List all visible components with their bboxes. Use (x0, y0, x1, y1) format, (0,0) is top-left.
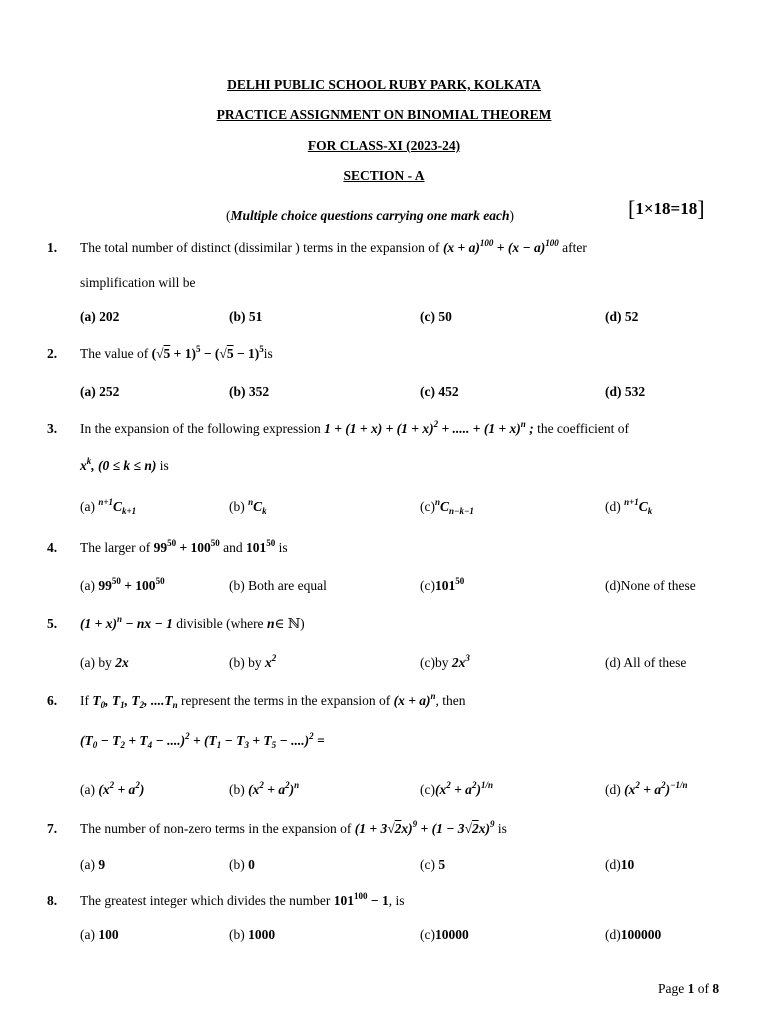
question-text: In the expansion of the following expression $1 + (1 + x) + (1 + x)^2$ + ..... + $(1 + x)^n$ ; the coefficient of (80, 419, 630, 436)
question-number: 6. (47, 693, 58, 708)
option-d[interactable]: (d)10 (605, 857, 635, 872)
question-number: 5. (47, 616, 58, 631)
class-title: FOR CLASS-XI (2023-24) (307, 138, 461, 153)
question-text: If $T_0$, $T_1$, $T_2$, $....T_n$ represent the terms in the expansion of $(x + a)^n$, then (80, 691, 466, 710)
option-a[interactable]: (a) $(x^2 + a^2)$ (80, 780, 145, 797)
option-a[interactable]: (a) 9 (80, 857, 106, 872)
question-number: 2. (47, 346, 58, 361)
option-a[interactable]: (a) 100 (80, 927, 119, 942)
option-b[interactable]: (b) Both are equal (229, 578, 327, 593)
question-number: 7. (47, 821, 58, 836)
question-text: The larger of $99^{50} + 100^{50}$ and $101^{50}$ is (80, 538, 288, 555)
option-a[interactable]: (a) 202 (80, 309, 120, 324)
question-text: The value of $(√5 + 1)^5 - (√5 - 1)^5is$ (80, 344, 273, 361)
option-b[interactable]: (b) $(x^2 + a^2)^n$ (229, 780, 300, 797)
question-text: The number of non-zero terms in the expansion of $(1 + 3√2x)^9 + (1 - 3√2x)^9$ is (80, 819, 507, 836)
page-indicator: Page 1 of 8 (658, 981, 720, 996)
option-b[interactable]: (b) $^nC_k$ (229, 497, 267, 516)
question-number: 8. (47, 893, 58, 908)
option-c[interactable]: (c)by $2x^3$ (420, 653, 470, 670)
option-c[interactable]: $(c)101^{50}$ (420, 576, 465, 593)
question-text: $(1 + x)^n$ − nx − 1 divisible (where n∈ ℕ) (80, 614, 305, 631)
assignment-title: PRACTICE ASSIGNMENT ON BINOMIAL THEOREM (216, 107, 552, 122)
question-number: 4. (47, 540, 58, 555)
option-c[interactable]: (c) 5 (420, 857, 446, 872)
question-text: The total number of distinct (dissimilar ) terms in the expansion of $(x + a)^{100} + (x - a)^{100}$ after (80, 238, 587, 255)
question-number: 3. (47, 421, 58, 436)
option-a[interactable]: (a) $^{n+1}C_{k+1}$ (80, 497, 137, 516)
option-d[interactable]: (d)100000 (605, 927, 662, 942)
option-d[interactable]: (d) All of these (605, 655, 687, 670)
option-a[interactable]: (a) 252 (80, 384, 120, 399)
option-d[interactable]: (d) $(x^2 + a^2)^{-1/n}$ (605, 780, 688, 797)
school-name: DELHI PUBLIC SCHOOL RUBY PARK, KOLKATA (227, 77, 541, 92)
option-b[interactable]: (b) 1000 (229, 927, 276, 942)
option-c[interactable]: (c) 452 (420, 384, 459, 399)
question-number: 1. (47, 240, 58, 255)
option-c[interactable]: (c)10000 (420, 927, 469, 942)
option-d[interactable]: (d)None of these (605, 578, 696, 593)
option-b[interactable]: (b) 352 (229, 384, 270, 399)
option-d[interactable]: (d) $^{n+1}C_k$ (605, 497, 653, 516)
option-c[interactable]: (c) 50 (420, 309, 452, 324)
section-note: (Multiple choice questions carrying one mark each) (225, 208, 514, 223)
section-marks: [1×18=18] (628, 196, 705, 221)
option-a[interactable]: (a) by 2x (80, 655, 129, 670)
option-d[interactable]: (d) 532 (605, 384, 646, 399)
option-c[interactable]: $(c)(x^2 + a^2)^{1/n}$ (420, 780, 493, 797)
option-b[interactable]: (b) 0 (229, 857, 255, 872)
section-title: SECTION - A (343, 168, 425, 183)
assignment-page: DELHI PUBLIC SCHOOL RUBY PARK, KOLKATA PRACTICE ASSIGNMENT ON BINOMIAL THEOREM FOR CLASS-XI (2023-24) SECTION - A (Multiple choice questions carrying one mark each) [1×18=18] 1. The total number of distinct (dissimilar ) terms in the expansion of $(x + a)^{100} + (x - a)^{100}$ after simplification will be (a) 202 (b) 51 (c) 50 (d) 52 2. The value of $(√5 + 1)^5 - (√5 - 1)^5is$ (a) 252 (b) 352 (c) 452 (d) 532 3. In the expansion of the following expression $1 + (1 + x) + (1 + x)^2$ + ..... + $(1 + x)^n$ ; the coefficient of $x^k$, (0 ≤ k ≤ n) is (a) $^{n+1}C_{k+1}$ (b) $^nC_k$ $(c)^nC_{n-k-1}$ (d) $^{n+1}C_k$ 4. The larger of $99^{50} + 100^{50}$ and $101^{50}$ is (a) $99^{50} + 100^{50}$ (b) Both are equal $(c)101^{50}$ (d)None of these 5. $(1 + x)^n$ − nx − 1 divisible (where n∈ ℕ) (a) by 2x (b) by $x^2$ (c)by $2x^3$ (d) All of these 6. If $T_0$, $T_1$, $T_2$, $....T_n$ represent the terms in the expansion of $(x + a)^n$, then $(T_0 - T_2 + T_4 - ....)^2 + (T_1 - T_3 + T_5 - ....)^2$ = (a) $(x^2 + a^2)$ (b) $(x^2 + a^2)^n$ $(c)(x^2 + a^2)^{1/n}$ (d) $(x^2 + a^2)^{-1/n}$ 7. The number of non-zero terms in the expansion of $(1 + 3√2x)^9 + (1 - 3√2x)^9$ is (a) 9 (b) 0 (c) 5 (d)10 8. The greatest integer which divides the number $101^{100} - 1$, is (a) 100 (b) 1000 (c)10000 (d)100000 Page 1 of 8 (0, 0, 768, 1024)
option-d[interactable]: (d) 52 (605, 309, 639, 324)
option-c[interactable]: $(c)^nC_{n-k-1}$ (420, 497, 474, 516)
option-b[interactable]: (b) by $x^2$ (229, 653, 277, 670)
question-text: The greatest integer which divides the number $101^{100} - 1$, is (80, 891, 405, 908)
option-a[interactable]: (a) $99^{50} + 100^{50}$ (80, 576, 165, 593)
option-b[interactable]: (b) 51 (229, 309, 263, 324)
